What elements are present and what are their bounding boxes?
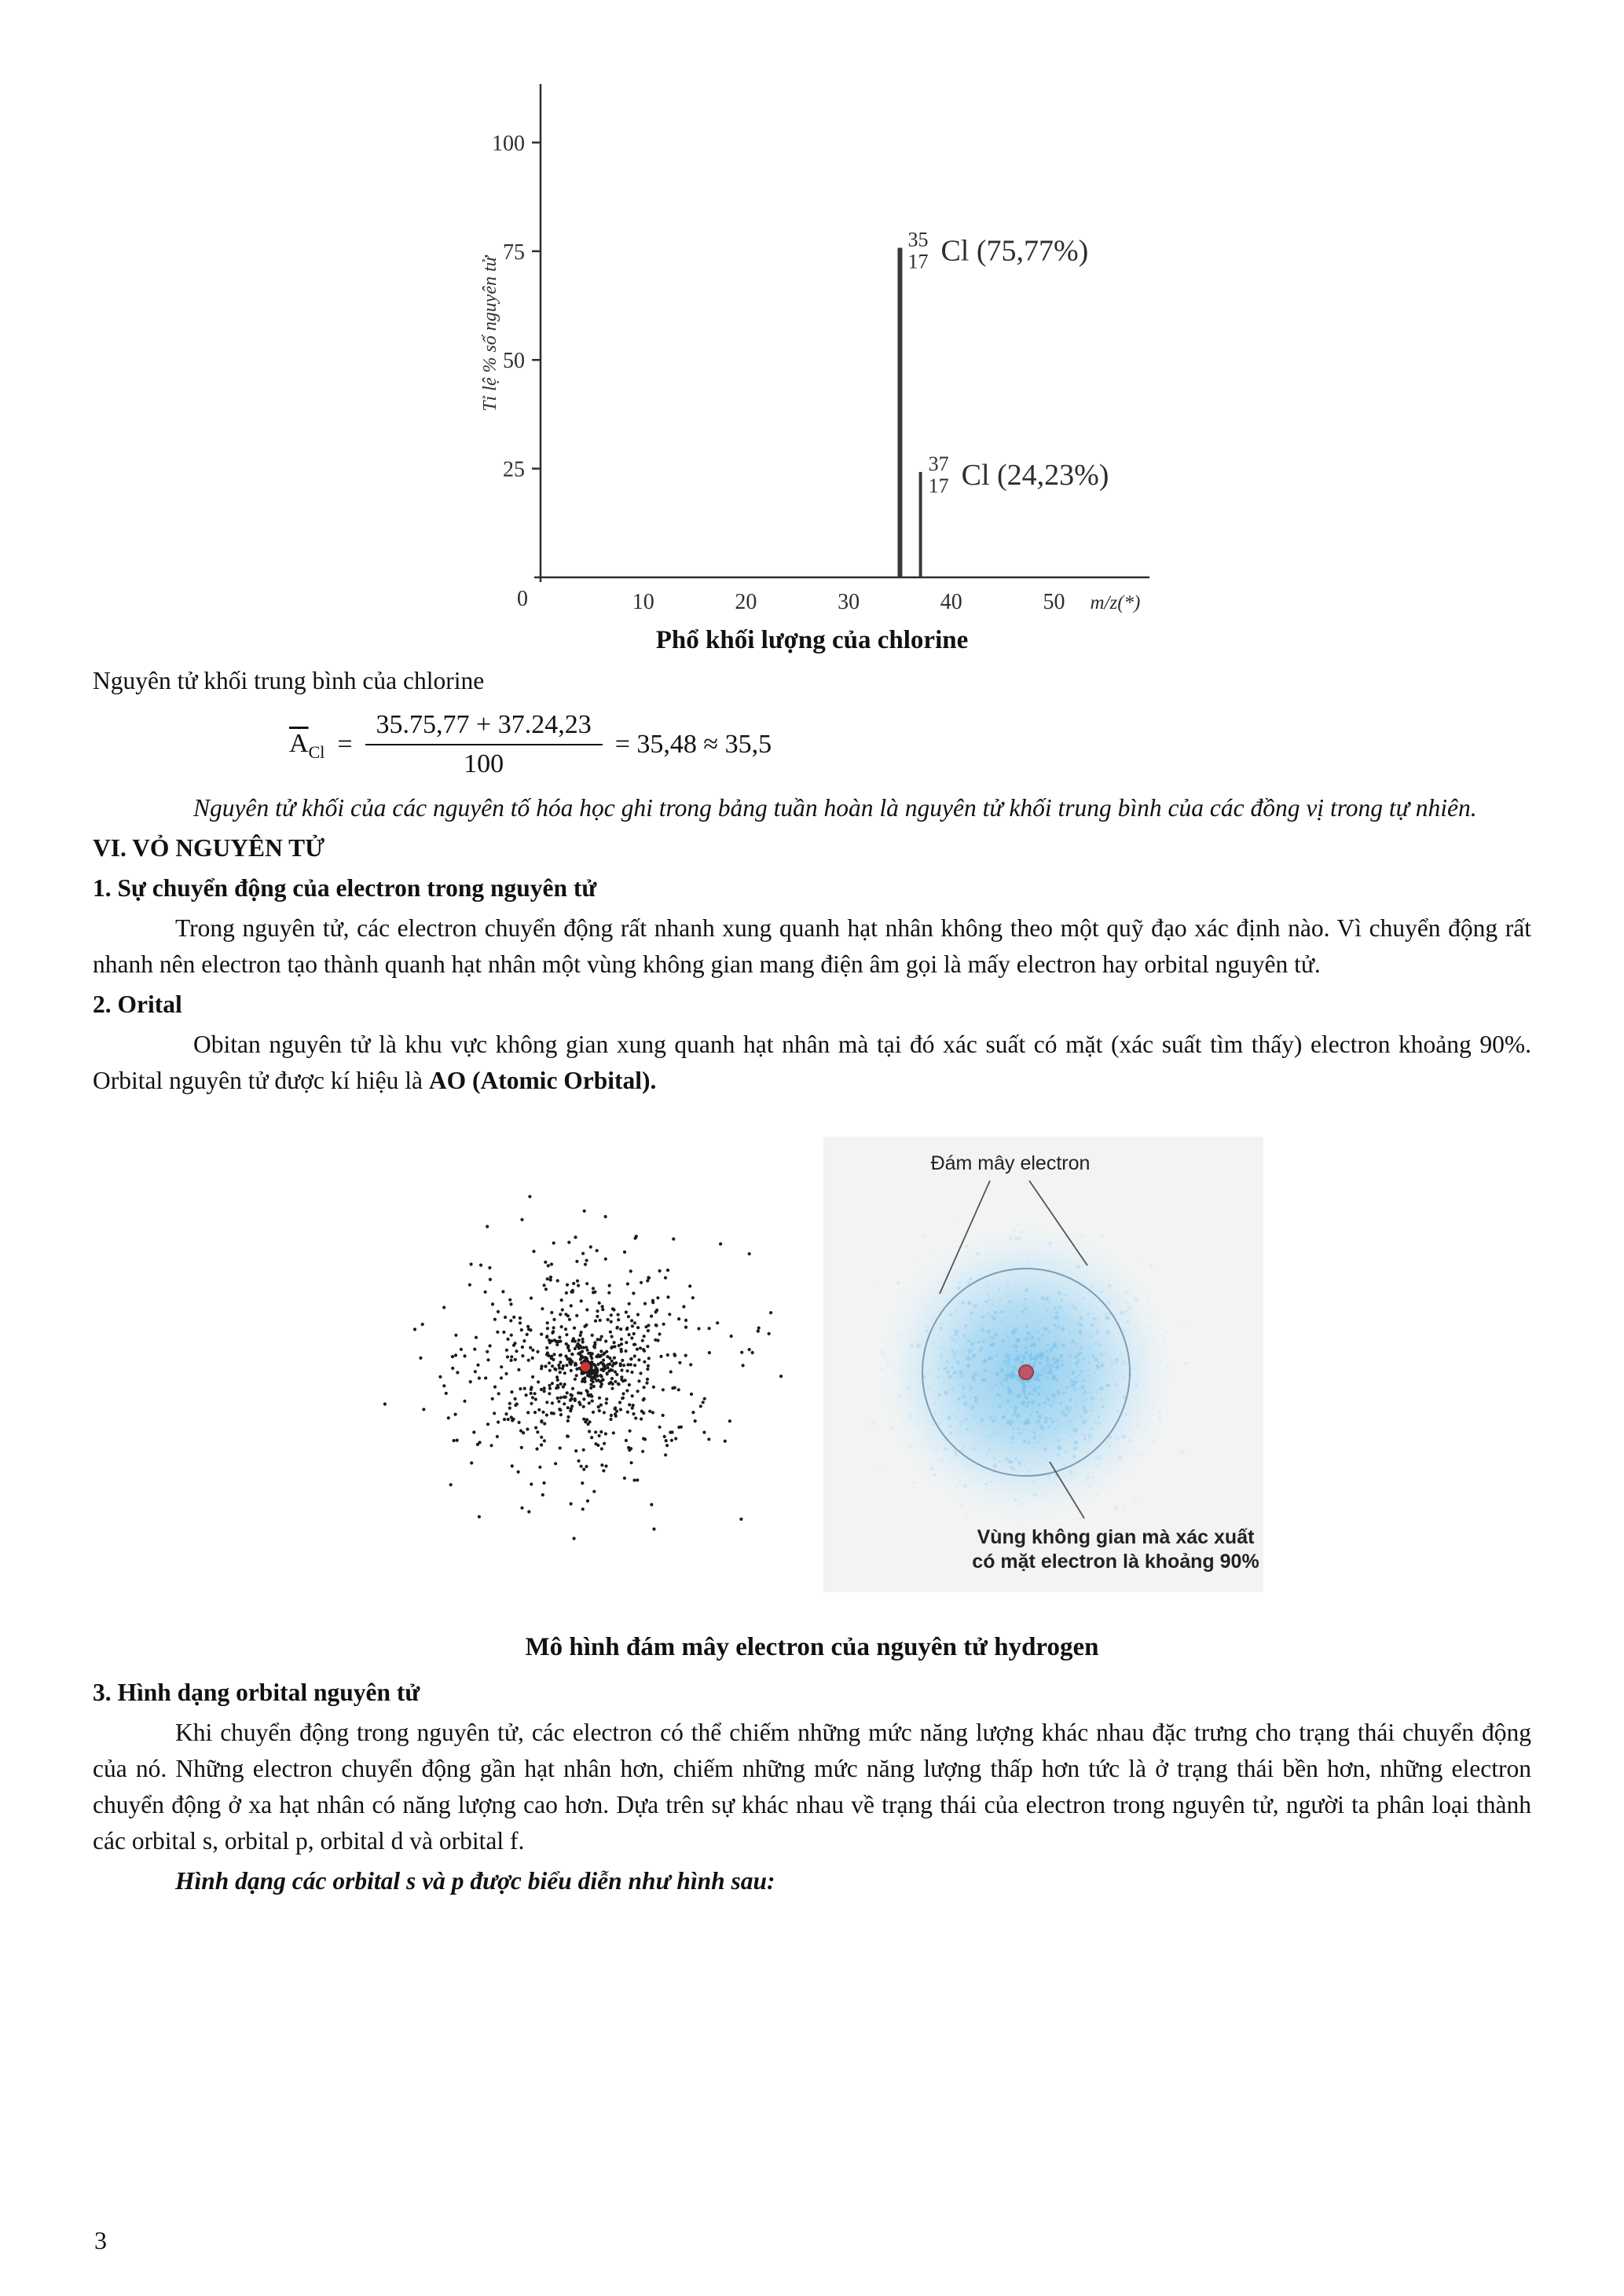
formula-lhs <box>289 729 324 761</box>
electron-dot-cloud-figure <box>361 1182 801 1551</box>
heading-3: 3. Hình dạng orbital nguyên tử <box>93 1678 420 1706</box>
nucleus <box>1019 1365 1033 1379</box>
svg-text:m/z(*): m/z(*) <box>1090 592 1141 613</box>
svg-text:35: 35 <box>907 228 929 251</box>
intro-line: Nguyên tử khối trung bình của chlorine <box>93 667 485 694</box>
paragraph-3-note: Hình dạng các orbital s và p được biểu diễn như hình sau: <box>175 1866 775 1895</box>
formula-symbol: $\overline{A}$ <box>289 728 309 758</box>
svg-text:50: 50 <box>1043 590 1065 614</box>
svg-text:50: 50 <box>503 349 525 374</box>
svg-text:17: 17 <box>907 250 929 273</box>
svg-text:40: 40 <box>940 590 962 614</box>
chart-caption: Phổ khối lượng của chlorine <box>655 626 969 654</box>
heading-1: 1. Sự chuyển động của electron trong nguyên tử <box>93 873 597 902</box>
svg-text:25: 25 <box>503 457 525 482</box>
svg-text:30: 30 <box>838 590 860 614</box>
mass-spectrum-figure <box>450 71 1283 624</box>
paragraph-2-bold: AO (Atomic Orbital). <box>428 1066 657 1094</box>
formula-numerator: 35.75,77 + 37.24,23 <box>365 710 603 745</box>
paragraph-1: Trong nguyên tử, các electron chuyển động rất nhanh xung quanh hạt nhân không theo một quỹ đạo xác định nào. Vì chuyển động rất nhanh nên electron tạo thành quanh hạt nhân một vùng không gian mang điện âm gọi là mấy electron hay orbital nguyên tử. <box>93 914 1531 978</box>
electron-cloud-figures <box>93 1137 1531 1592</box>
svg-text:100: 100 <box>492 131 525 156</box>
formula-result: = 35,48 ≈ 35,5 <box>614 729 772 759</box>
formula-denominator: 100 <box>464 749 504 778</box>
formula-subscript: Cl <box>308 742 325 762</box>
svg-text:37: 37 <box>928 452 949 475</box>
region-label-line2: có mặt electron là khoảng 90% <box>971 1550 1259 1573</box>
svg-text:20: 20 <box>735 590 757 614</box>
figure-caption: Mô hình đám mây electron của nguyên tử hydrogen <box>525 1632 1099 1661</box>
svg-text:Cl (75,77%): Cl (75,77%) <box>940 234 1089 268</box>
svg-text:Cl (24,23%): Cl (24,23%) <box>961 458 1109 492</box>
svg-text:17: 17 <box>928 474 949 497</box>
region-label-line1: Vùng không gian mà xác xuất <box>977 1525 1254 1548</box>
cloud-label: Đám mây electron <box>930 1152 1090 1174</box>
formula-average-mass <box>289 710 1531 779</box>
svg-text:Tỉ lệ % số nguyên tử: Tỉ lệ % số nguyên tử <box>480 256 500 412</box>
heading-2: 2. Orital <box>93 990 182 1018</box>
paragraph-2 <box>93 1027 1531 1099</box>
svg-text:10: 10 <box>632 590 654 614</box>
svg-text:0: 0 <box>517 587 528 611</box>
nucleus-dot <box>581 1362 590 1371</box>
svg-text:75: 75 <box>503 240 525 265</box>
note-paragraph: Nguyên tử khối của các nguyên tố hóa học ghi trong bảng tuần hoàn là nguyên tử khối trung bình của các đồng vị trong tự nhiên. <box>193 793 1477 822</box>
paragraph-3: Khi chuyển động trong nguyên tử, các electron có thể chiếm những mức năng lượng khác nhau đặc trưng cho trạng thái chuyển động của nó. Những electron chuyển động gần hạt nhân hơn, chiếm những mức năng lượng thấp hơn tức là ở trạng thái bền hơn, những electron chuyển động ở xa hạt nhân có năng lượng cao hơn. Dựa trên sự khác nhau về trạng thái của electron trong nguyên tử, người ta phân loại thành các orbital s, orbital p, orbital d và orbital f. <box>93 1718 1531 1855</box>
mass-spectrum-chart <box>450 71 1252 621</box>
electron-cloud-90pct-figure <box>823 1137 1263 1592</box>
page-number: 3 <box>94 2226 107 2254</box>
heading-vi: VI. VỎ NGUYÊN TỬ <box>93 833 325 862</box>
paragraph-2-text: Obitan nguyên tử là khu vực không gian xung quanh hạt nhân mà tại đó xác suất có mặt (xác suất tìm thấy) electron khoảng 90%. Orbital nguyên tử được kí hiệu là <box>93 1030 1531 1094</box>
formula-equals: = <box>337 729 353 759</box>
formula-fraction <box>365 710 603 779</box>
